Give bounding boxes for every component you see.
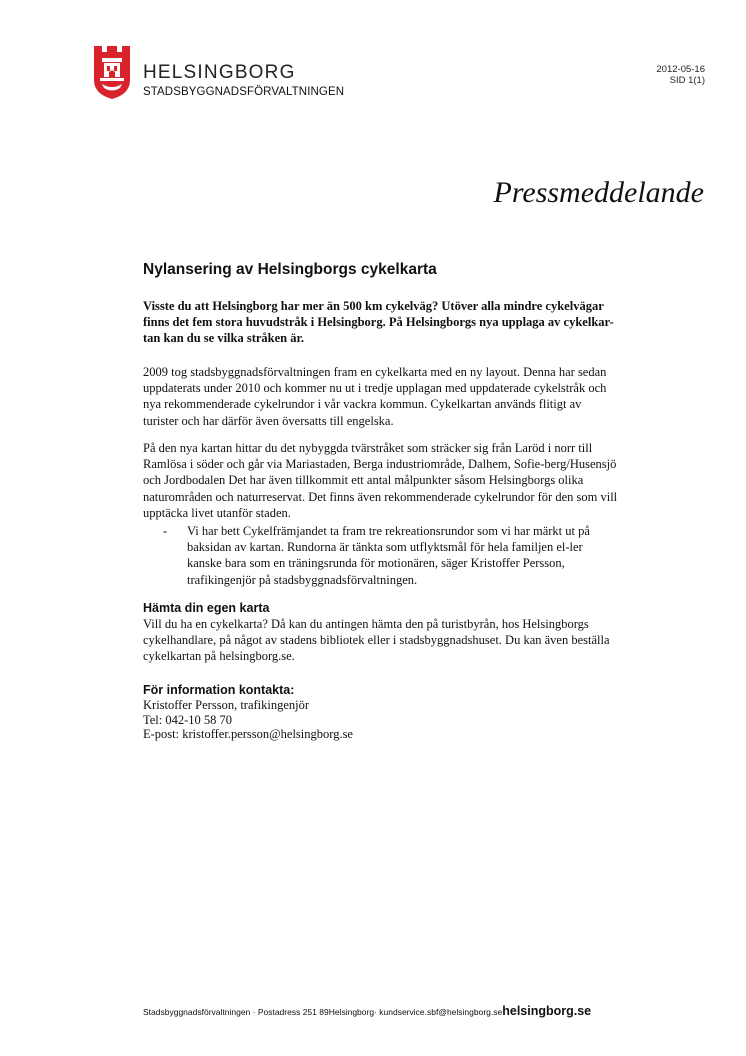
document-type-title: Pressmeddelande	[493, 176, 704, 209]
lead-paragraph	[143, 298, 618, 347]
footer-address: Stadsbyggnadsförvaltningen · Postadress 251 89Helsingborg· kundservice.sbf@helsingborg.se	[143, 1007, 503, 1017]
contact-block	[143, 698, 353, 742]
brand-name: HELSINGBORG	[143, 62, 296, 83]
contact-name: Kristoffer Persson, trafikingenjör	[143, 698, 310, 712]
section-heading-get-map: Hämta din egen karta	[143, 601, 270, 615]
document-meta	[656, 64, 705, 86]
footer	[143, 1004, 591, 1018]
paragraph-1-text: 2009 tog stadsbyggnadsförvaltningen fram en cykelkarta med en ny layout. Denna har sedan uppdaterats under 2010 och kommer nu ut i tredje upplagan med uppdaterade cykelstråk och nya rekommenderade cykelrundor i vår vackra kommun. Cykelkartan används flitigt av turister och har därför även översatts till engelska.	[143, 365, 607, 428]
list-bullet: -	[163, 524, 168, 538]
body-paragraph-2	[143, 440, 618, 521]
helsingborg-coat-of-arms-logo	[92, 44, 132, 100]
department-name: STADSBYGGNADSFÖRVALTNINGEN	[143, 86, 345, 98]
lead-text: Visste du att Helsingborg har mer än 500 km cykelväg? Utöver alla mindre cykelvägar finns det fem stora huvudstråk i Helsingborg. På Helsingborgs nya upplaga av cykelkar-tan kan du se vilka stråken är.	[143, 299, 614, 346]
footer-website-link[interactable]: helsingborg.se	[502, 1004, 592, 1018]
contact-phone: Tel: 042-10 58 70	[143, 712, 233, 727]
headline: Nylansering av Helsingborgs cykelkarta	[143, 261, 437, 278]
paragraph-2-text: På den nya kartan hittar du det nybyggda tvärstråket som sträcker sig från Laröd i norr till Ramlösa i söder och går via Mariastaden, Berga industriområde, Dalhem, Sofie-berg/Husensjö och Jordbodalen Det har även tillkommit ett antal målpunkter såsom Helsingborgs olika naturområden och naturreservat. Det finns även rekommenderade cykelrundor för den som vill upptäcka livet utanför staden.	[143, 441, 618, 520]
quote-text: Vi har bett Cykelfrämjandet ta fram tre rekreationsrundor som vi har märkt ut på baksidan av kartan. Rundorna är tänkta som utflyktsmål för hela familjen el-ler kanske bara som en träningsrunda för motionären, säger Kristoffer Persson, trafikingenjör på stadsbyggnadsförvaltningen.	[187, 524, 590, 587]
contact-email: E-post: kristoffer.persson@helsingborg.se	[143, 727, 353, 741]
paragraph-3-text: Vill du ha en cykelkarta? Då kan du antingen hämta den på turistbyrån, hos Helsingborgs cykelhandlare, på något av stadens bibliotek eller i stadsbyggnadshuset. Du kan även beställa cykelkartan på helsingborg.se.	[143, 617, 610, 664]
document-date: 2012-05-16	[656, 64, 705, 75]
contact-heading: För information kontakta:	[143, 683, 295, 697]
body-paragraph-1	[143, 364, 618, 429]
page-number: SID 1(1)	[669, 75, 705, 86]
body-paragraph-3	[143, 616, 618, 665]
